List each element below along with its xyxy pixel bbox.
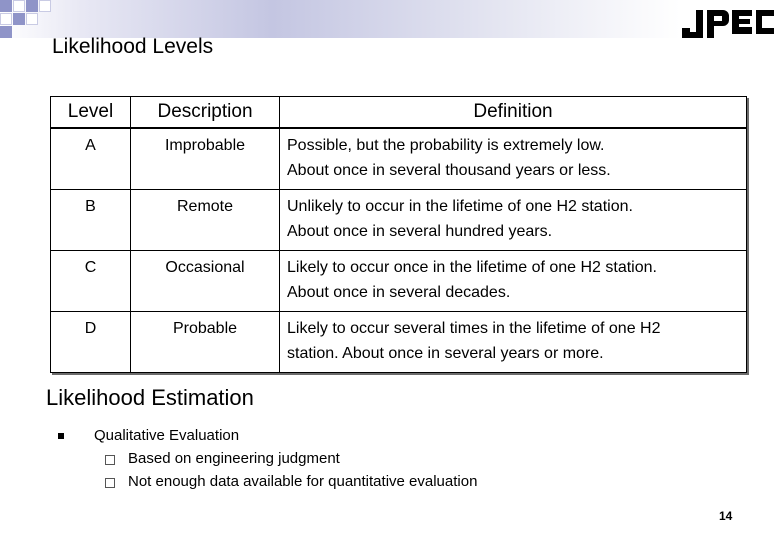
decor-square bbox=[0, 13, 12, 25]
jpec-logo bbox=[680, 4, 776, 40]
definition-line: Likely to occur several times in the lifetime of one H2 bbox=[287, 320, 661, 337]
cell-level: C bbox=[51, 251, 131, 312]
cell-level: B bbox=[51, 190, 131, 251]
table-header-row bbox=[51, 97, 747, 129]
decor-square bbox=[26, 13, 38, 25]
decor-square bbox=[13, 13, 25, 25]
cell-definition bbox=[280, 190, 747, 251]
cell-description: Probable bbox=[131, 312, 280, 373]
definition-line: About once in several decades. bbox=[287, 284, 511, 301]
cell-description: Occasional bbox=[131, 251, 280, 312]
cell-definition bbox=[280, 128, 747, 190]
hollow-square-bullet-icon bbox=[105, 478, 115, 488]
cell-description: Remote bbox=[131, 190, 280, 251]
page-number: 14 bbox=[719, 509, 733, 523]
bullet-text: Qualitative Evaluation bbox=[94, 427, 240, 444]
table-row bbox=[51, 190, 747, 251]
decorative-squares bbox=[0, 0, 60, 40]
section-title: Likelihood Estimation bbox=[46, 385, 254, 410]
header-definition: Definition bbox=[280, 97, 747, 129]
sub-bullet-text: Based on engineering judgment bbox=[128, 450, 340, 467]
table-row bbox=[51, 312, 747, 373]
likelihood-table bbox=[50, 96, 747, 373]
definition-line: Unlikely to occur in the lifetime of one H2 station. bbox=[287, 198, 633, 215]
header-description: Description bbox=[131, 97, 280, 129]
decor-square bbox=[0, 26, 12, 38]
definition-line: About once in several thousand years or less. bbox=[287, 162, 611, 179]
table-row bbox=[51, 128, 747, 190]
page-title: Likelihood Levels bbox=[52, 35, 214, 58]
sub-bullet-text: Not enough data available for quantitative evaluation bbox=[128, 473, 478, 490]
table-row bbox=[51, 251, 747, 312]
decor-square bbox=[0, 0, 12, 12]
definition-line: Possible, but the probability is extremely low. bbox=[287, 137, 605, 154]
cell-level: D bbox=[51, 312, 131, 373]
square-bullet-icon bbox=[58, 433, 64, 439]
cell-definition bbox=[280, 312, 747, 373]
decor-square bbox=[26, 0, 38, 12]
decor-square bbox=[39, 0, 51, 12]
cell-level: A bbox=[51, 128, 131, 190]
definition-line: station. About once in several years or more. bbox=[287, 345, 604, 362]
definition-line: About once in several hundred years. bbox=[287, 223, 553, 240]
cell-definition bbox=[280, 251, 747, 312]
cell-description: Improbable bbox=[131, 128, 280, 190]
hollow-square-bullet-icon bbox=[105, 455, 115, 465]
header-band bbox=[0, 0, 680, 38]
definition-line: Likely to occur once in the lifetime of one H2 station. bbox=[287, 259, 657, 276]
header-level: Level bbox=[51, 97, 131, 129]
decor-square bbox=[13, 0, 25, 12]
